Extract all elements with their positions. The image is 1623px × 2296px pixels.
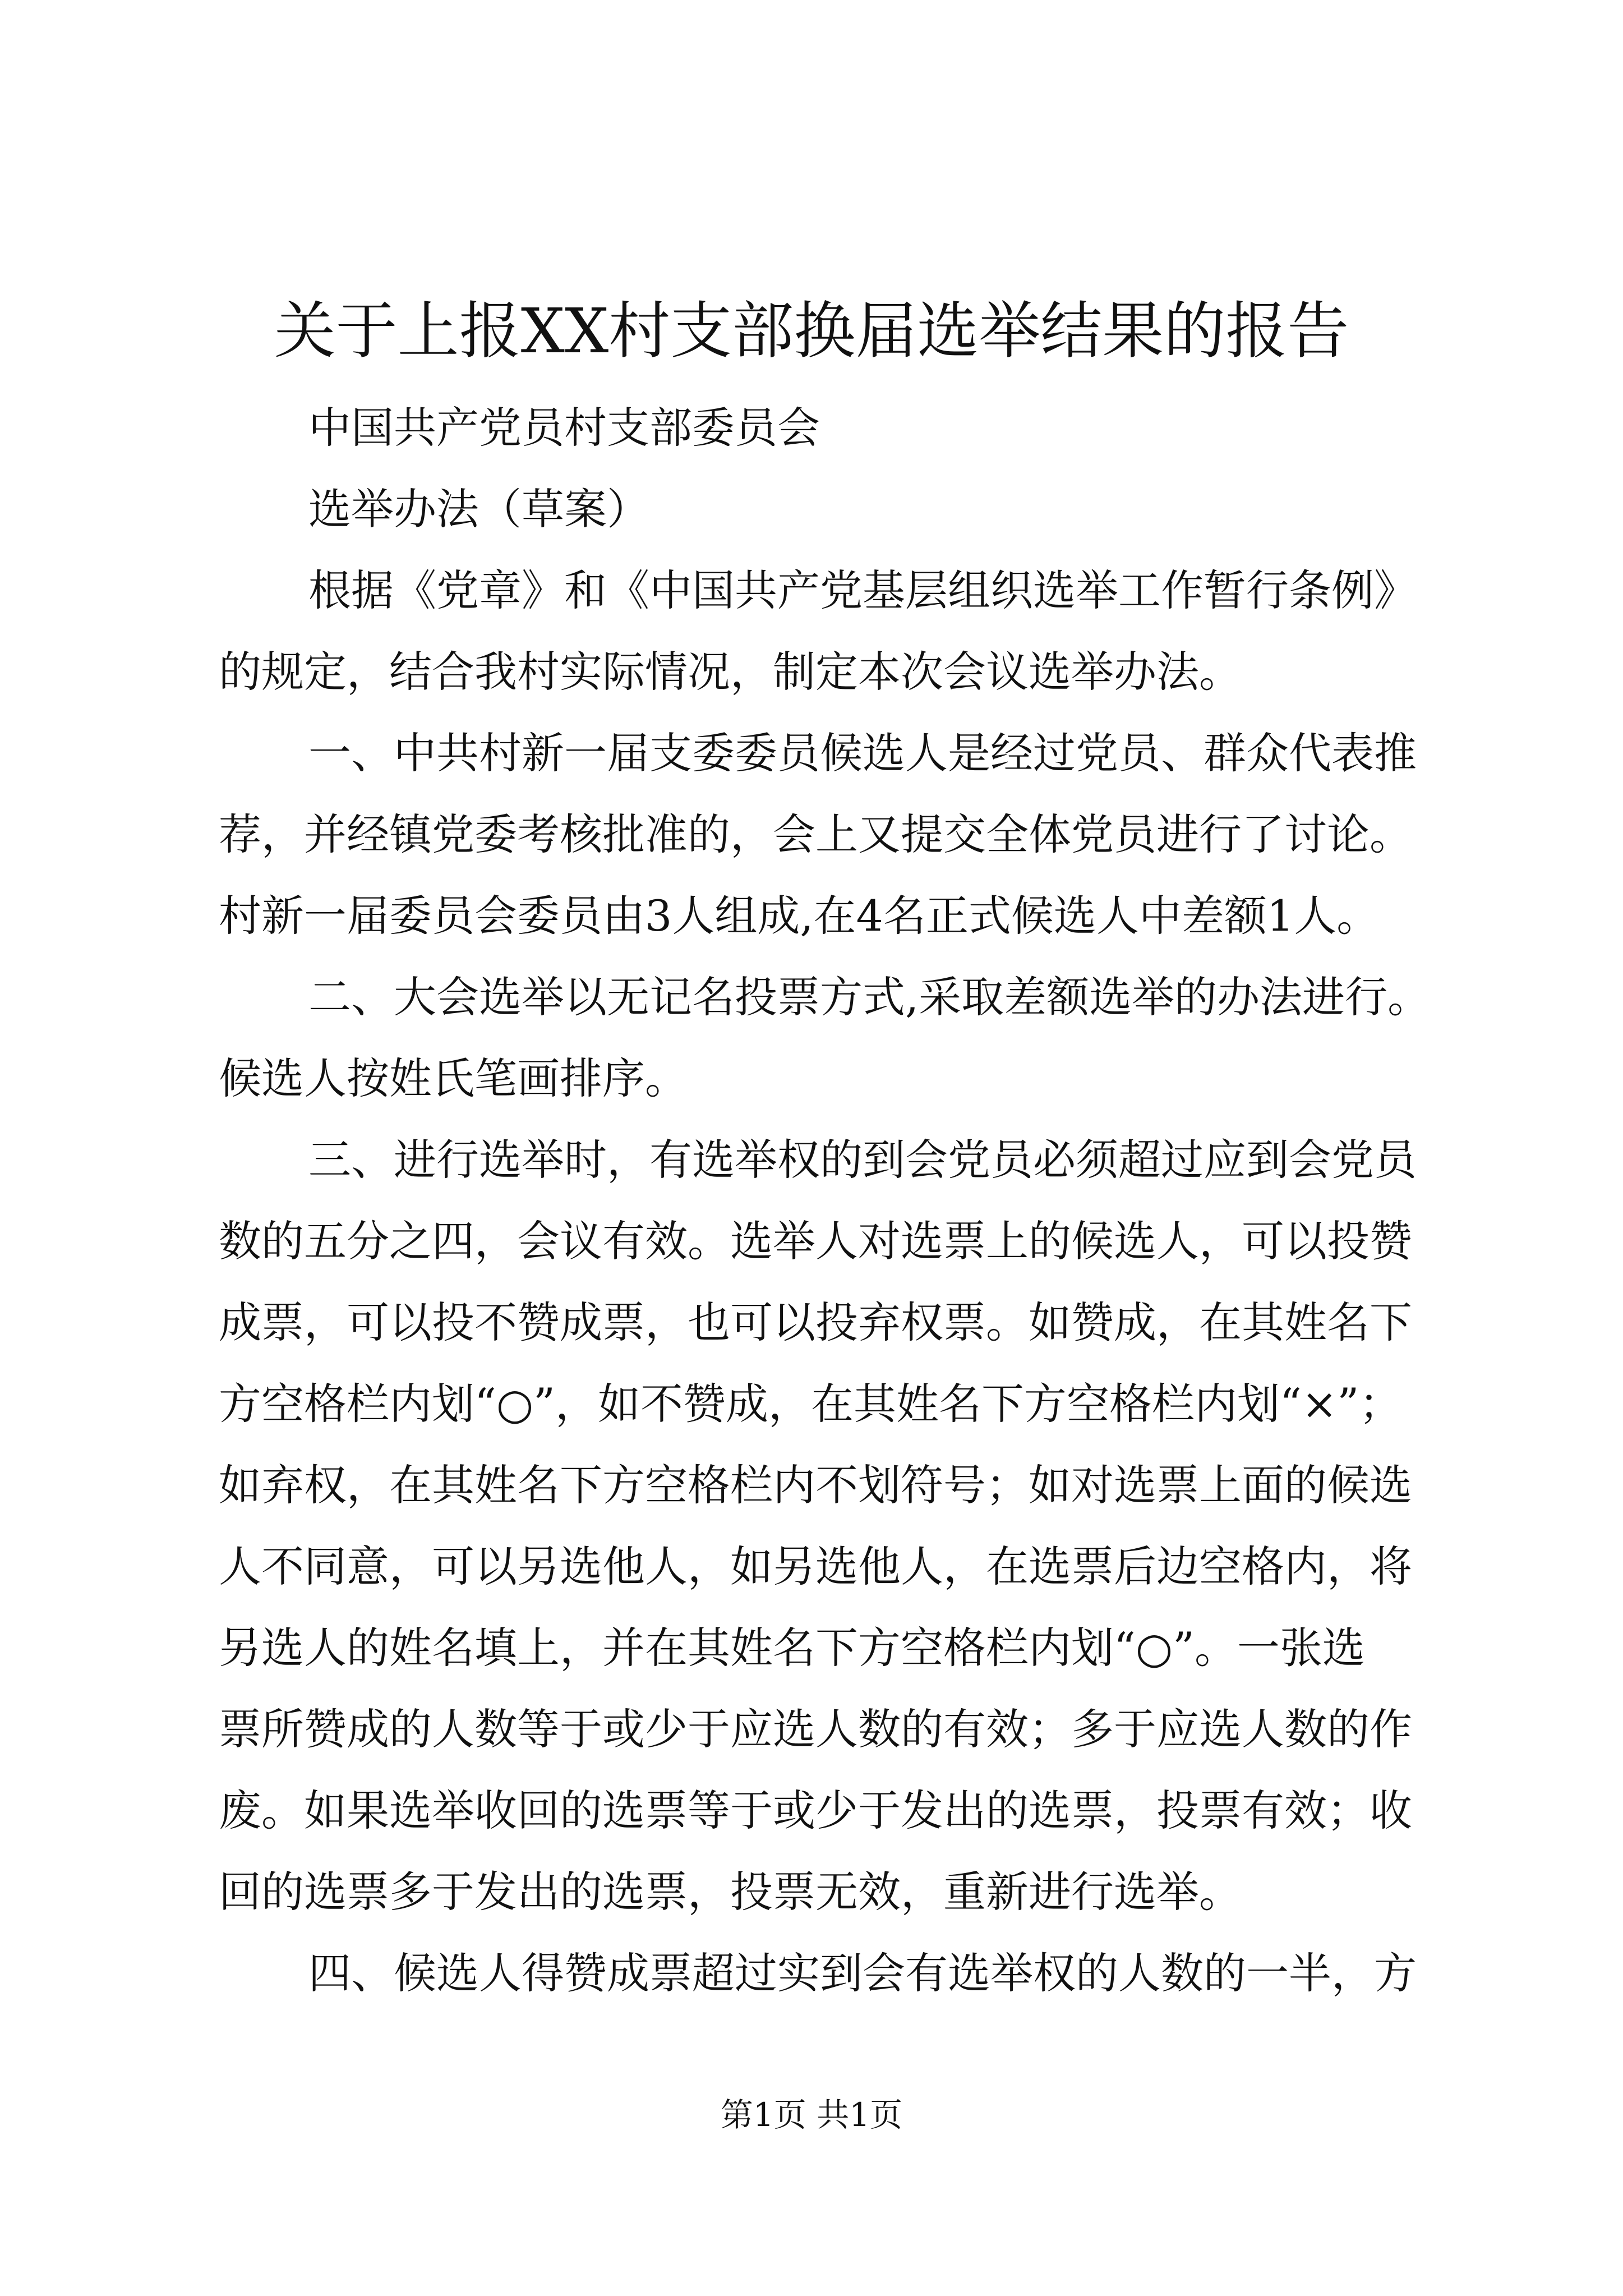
text-line: 票所赞成的人数等于或少于应选人数的有效；多于应选人数的作 [219,1704,1412,1754]
text-line: 村新一届委员会委员由3人组成,在4名正式候选人中差额1人。 [219,891,1380,941]
text-line: 数的五分之四，会议有效。选举人对选票上的候选人，可以投赞 [219,1216,1412,1266]
text-line: 的规定，结合我村实际情况，制定本次会议选举办法。 [219,647,1242,697]
document-title: 关于上报XX村支部换届选举结果的报告 [274,295,1349,367]
text-line: 回的选票多于发出的选票，投票无效，重新进行选举。 [219,1867,1242,1917]
text-line: 方空格栏内划“○”，如不赞成，在其姓名下方空格栏内划“×”； [219,1379,1402,1429]
subheading-election-method [219,468,1542,550]
text-line: 三、进行选举时，有选举权的到会党员必须超过应到会党员 [308,1135,1417,1185]
text-line: 二、大会选举以无记名投票方式,采取差额选举的办法进行。 [308,972,1431,1022]
text-line: 选举办法（草案） [308,484,649,534]
text-line: 一、中共村新一届支委委员候选人是经过党员、群众代表推 [308,728,1417,778]
text-line: 废。如果选举收回的选票等于或少于发出的选票，投票有效；收 [219,1786,1412,1835]
subheading-committee [219,387,1542,468]
text-line: 候选人按姓氏笔画排序。 [219,1053,688,1103]
text-line: 中国共产党员村支部委员会 [308,403,820,453]
paragraph-item-4 [219,1932,1542,2014]
paragraph-item-3 [219,1119,1542,1932]
text-line: 另选人的姓名填上，并在其姓名下方空格栏内划“○”。一张选 [219,1623,1366,1673]
text-line: 如弃权，在其姓名下方空格栏内不划符号；如对选票上面的候选 [219,1460,1412,1510]
paragraph-item-1 [219,712,1542,956]
text-line: 四、候选人得赞成票超过实到会有选举权的人数的一半，方 [308,1948,1417,1998]
page-footer: 第1页 共1页 [720,2096,903,2134]
text-line: 根据《党章》和《中国共产党基层组织选举工作暂行条例》 [308,565,1417,615]
text-line: 荐，并经镇党委考核批准的，会上又提交全体党员进行了讨论。 [219,809,1412,859]
paragraph-preamble [219,550,1542,712]
text-line: 人不同意，可以另选他人，如另选他人，在选票后边空格内，将 [219,1542,1412,1591]
paragraph-item-2 [219,956,1542,1119]
text-line: 成票，可以投不赞成票，也可以投弃权票。如赞成，在其姓名下 [219,1297,1412,1347]
document-body [219,387,1542,2014]
